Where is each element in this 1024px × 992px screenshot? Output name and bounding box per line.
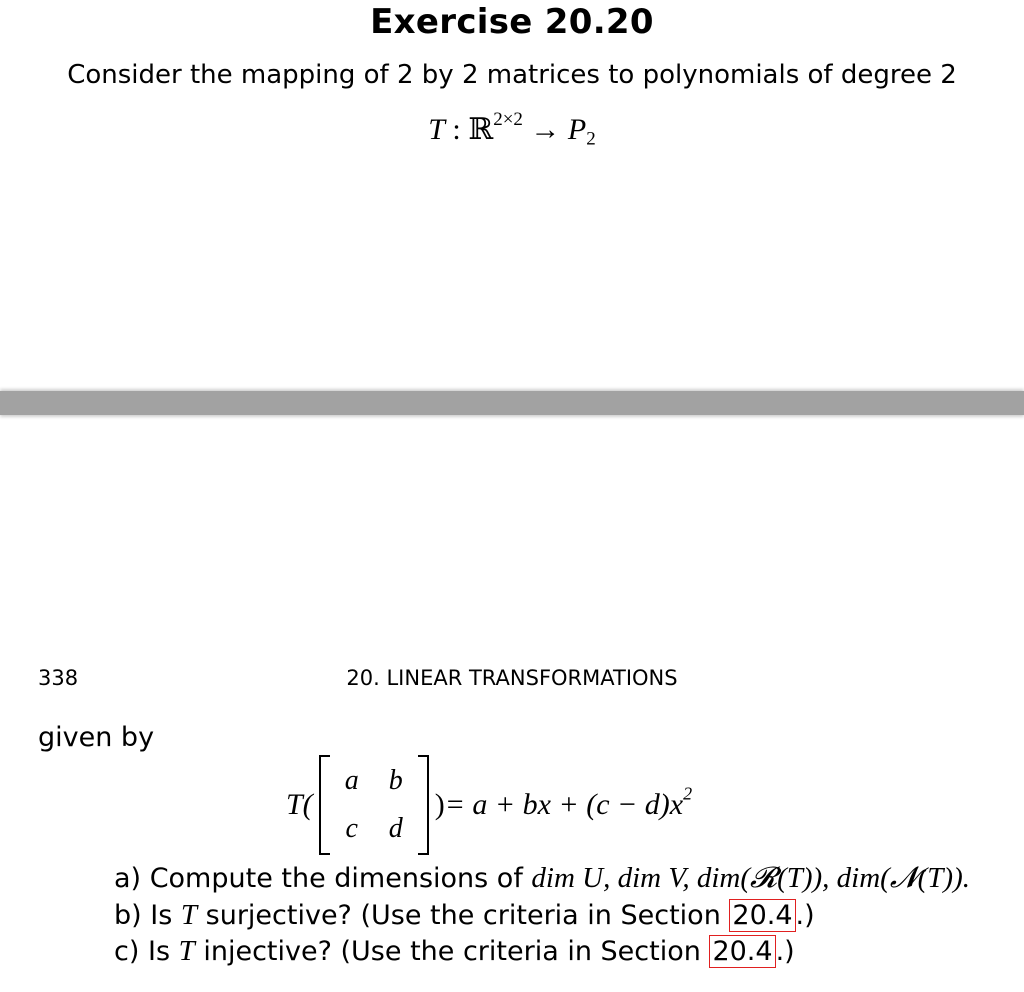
question-b <box>114 899 815 932</box>
map-reals: ℝ <box>468 113 494 146</box>
section-ref-link-b[interactable]: 20.4 <box>729 899 795 932</box>
map-P: P <box>567 113 587 146</box>
matrix-entry-c: c <box>345 813 358 844</box>
question-c-label: c) <box>114 936 140 967</box>
question-a-label: a) <box>114 863 142 894</box>
matrix-right-bracket <box>418 755 429 855</box>
eq-close: ) <box>434 788 445 821</box>
question-b-text: surjective? (Use the criteria in Section <box>205 900 721 931</box>
page-number: 338 <box>38 666 79 690</box>
mapping-equation <box>0 108 1024 150</box>
matrix-left-bracket <box>319 755 330 855</box>
map-T: T <box>428 113 445 146</box>
question-b-label: b) <box>114 900 142 931</box>
question-c-T: T <box>178 935 195 967</box>
eq-rhs-sup: 2 <box>683 783 693 804</box>
question-b-pre: Is <box>150 900 173 931</box>
question-c <box>114 935 795 968</box>
exercise-title: Exercise 20.20 <box>370 2 654 42</box>
matrix-entry-d: d <box>388 813 403 844</box>
question-c-pre: Is <box>147 936 171 967</box>
given-by-text: given by <box>38 722 155 753</box>
map-colon: : <box>444 113 469 146</box>
map-P-sub: 2 <box>586 128 596 150</box>
intro-text: Consider the mapping of 2 by 2 matrices to polynomials of degree 2 <box>67 60 957 90</box>
eq-rhs-text: = a + bx + (c − d)x <box>444 788 684 821</box>
question-c-text: injective? (Use the criteria in Section <box>203 936 701 967</box>
section-ref-link-c[interactable]: 20.4 <box>709 935 775 968</box>
matrix <box>330 757 418 853</box>
chapter-header: 20. LINEAR TRANSFORMATIONS <box>346 666 678 690</box>
transformation-equation <box>286 755 692 855</box>
question-a <box>114 862 970 895</box>
question-b-end: .) <box>795 900 815 931</box>
map-arrow: → <box>522 113 568 146</box>
question-c-end: .) <box>775 936 795 967</box>
eq-rhs <box>444 783 693 822</box>
matrix-entry-a: a <box>344 765 359 796</box>
eq-lhs: T( <box>286 788 313 821</box>
page-divider <box>0 391 1024 415</box>
question-a-text: Compute the dimensions of <box>149 863 523 894</box>
matrix-entry-b: b <box>388 765 403 796</box>
question-b-T: T <box>180 899 198 931</box>
question-a-math: dim U, dim V, dim(𝓡(T)), dim(𝓝(T)). <box>531 862 970 894</box>
map-dim: 2×2 <box>493 108 523 130</box>
